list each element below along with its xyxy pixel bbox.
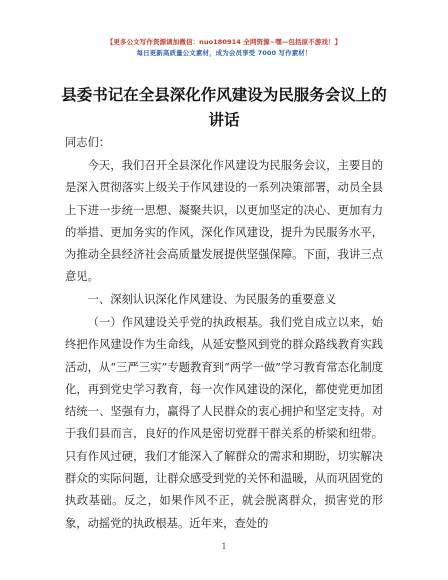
intro-paragraph: 今天，我们召开全县深化作风建设为民服务会议，主要目的是深入贯彻落实上级关于作风建设的一系列决策部署，动员全县上下进一步统一思想、凝聚共识，以更加坚定的决心、更加有力的举措、更加务实的作风，深化作风建设，提升为民服务水平，为推动全县经济社会高质量发展提供坚强保障。下面，我讲三点意见。 [65,159,383,284]
document-title: 县委书记在全县深化作风建设为民服务会议上的讲话 [61,85,387,129]
salutation: 同志们： [65,136,111,149]
promo-banner-line-1: 【更多公文写作资源请加微信：nuo180914 全网资源~嘿—包括原不游戏！】 [106,38,342,46]
promo-banner-line-2: 每日更新高质量公文素材，成为会员享受 7000 写作素材！ [136,49,312,57]
section-heading: 一、深刻认识深化作风建设、为民服务的重要意义 [87,293,337,306]
body-paragraph: （一）作风建设关乎党的执政根基。我们党自成立以来，始终把作风建设作为生命线，从延安整风到党的群众路线教育实践活动，从“三严三实”专题教育到“两学一做”学习教育常态化制度化，再到党史学习教育，每一次作风建设的深化，都使党更加团结统一、坚强有力，赢得了人民群众的衷心拥护和坚定支持。对于我们县而言，良好的作风是密切党群干群关系的桥梁和纽带。只有作风过硬，我们才能深入了解群众的需求和期盼，切实解决群众的实际问题，让群众感受到党的关怀和温暖，从而巩固党的执政基础。反之，如果作风不正，就会脱离群众，损害党的形象，动摇党的执政根基。近年来，查处的 [65,316,383,530]
page-number: 1 [221,542,227,551]
